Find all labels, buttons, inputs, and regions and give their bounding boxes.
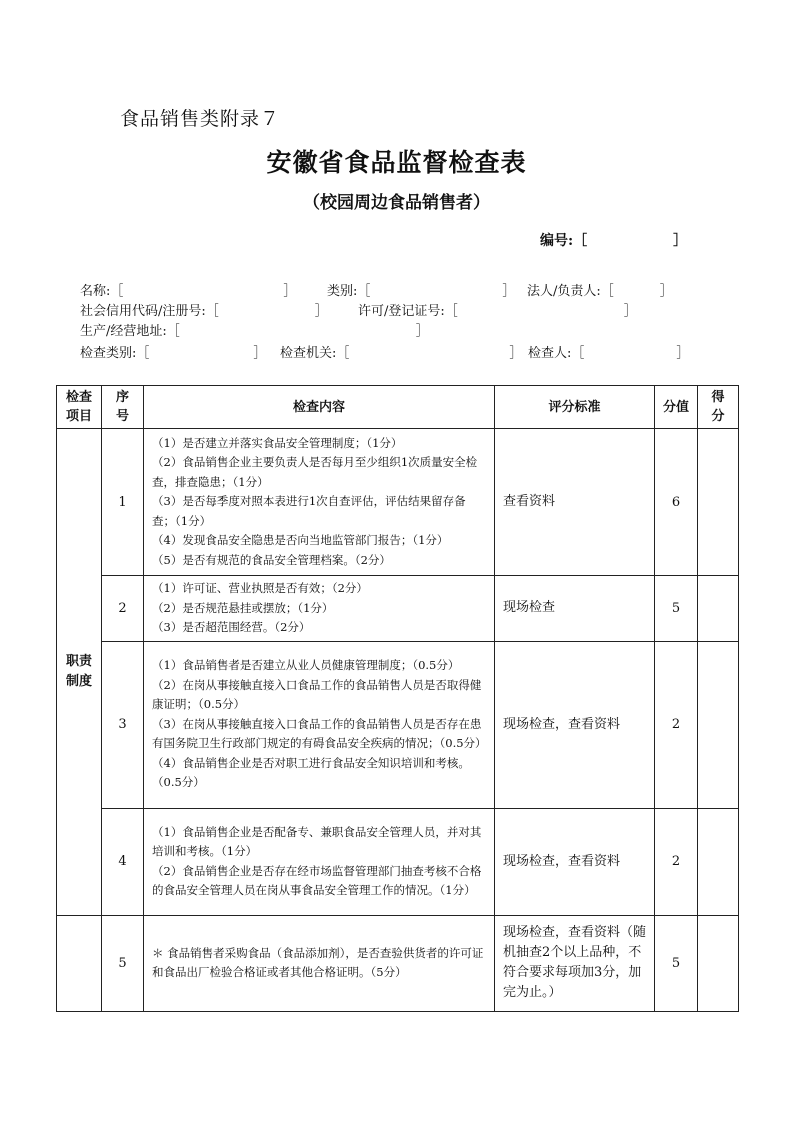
name-close: ］ (283, 284, 297, 299)
check-type-group (80, 344, 266, 364)
standard-cell: 现场检查，查看资料（随机抽查2个以上品种，不符合要求每项加3分，加完为止。） (495, 915, 655, 1011)
content-line: （2）是否规范悬挂或摆放；（1分） (152, 600, 334, 615)
check-type-label: 检查类别:［ (80, 346, 150, 361)
header-standard: 评分标准 (495, 386, 655, 429)
table-row (57, 429, 739, 576)
got-cell[interactable] (698, 576, 739, 642)
legal-label: 法人/负责人:［ (527, 284, 614, 299)
got-cell[interactable] (698, 641, 739, 808)
table-header-row (57, 386, 739, 429)
content-line: （2）在岗从事接触直接入口食品工作的食品销售人员是否取得健康证明；（0.5分） (152, 677, 482, 712)
form-number-label: 编号:［ (540, 233, 588, 249)
table-row (57, 576, 739, 642)
content-cell (144, 915, 495, 1011)
name-label: 名称:［ (80, 284, 124, 299)
standard-cell: 查看资料 (495, 429, 655, 576)
seq-cell: 5 (102, 915, 144, 1011)
agency-label: 检查机关:［ (280, 346, 350, 361)
content-line: （2）食品销售企业主要负责人是否每月至少组织1次质量安全检查，排查隐患；（1分） (152, 455, 478, 489)
content-line: （2）食品销售企业是否存在经市场监督管理部门抽查考核不合格的食品安全管理人员在岗从事食品安全管理工作的情况。（1分） (152, 863, 482, 897)
license-close: ］ (623, 304, 637, 319)
score-cell: 5 (655, 576, 698, 642)
category-cell-empty (57, 915, 102, 1011)
header-item: 检查 项目 (57, 386, 102, 429)
seq-cell: 1 (102, 429, 144, 576)
info-row-1 (80, 282, 296, 302)
score-cell: 2 (655, 641, 698, 808)
got-cell[interactable] (698, 429, 739, 576)
seq-cell: 3 (102, 641, 144, 808)
license-group (358, 302, 637, 322)
credit-close: ］ (314, 304, 328, 319)
seq-cell: 2 (102, 576, 144, 642)
standard-cell: 现场检查，查看资料 (495, 808, 655, 915)
category-close: ］ (502, 284, 516, 299)
table-row (57, 641, 739, 808)
content-line: （3）是否每季度对照本表进行1次自查评估，评估结果留存备查；（1分） (152, 494, 466, 528)
agency-group (280, 344, 522, 364)
check-type-close: ］ (253, 346, 267, 361)
page-title: 安徽省食品监督检查表 (266, 148, 527, 177)
legal-group (527, 282, 673, 302)
content-line: （3）在岗从事接触直接入口食品工作的食品销售人员是否存在患有国务院卫生行政部门规定的有碍食品安全疾病的情况；（0.5分） (152, 716, 487, 751)
legal-close: ］ (659, 284, 673, 299)
table-row (57, 915, 739, 1011)
address-group (80, 322, 429, 342)
got-cell[interactable] (698, 915, 739, 1011)
seq-cell: 4 (102, 808, 144, 915)
inspector-close: ］ (676, 346, 690, 361)
table-row (57, 808, 739, 915)
score-cell: 2 (655, 808, 698, 915)
credit-group (80, 302, 328, 322)
address-close: ］ (415, 324, 429, 339)
page-subtitle: （校园周边食品销售者） (303, 193, 490, 213)
content-cell (144, 429, 495, 576)
category-label: 类别:［ (327, 284, 371, 299)
content-line: （4）发现食品安全隐患是否向当地监管部门报告；（1分） (152, 533, 449, 548)
agency-close: ］ (509, 346, 523, 361)
content-cell (144, 808, 495, 915)
credit-label: 社会信用代码/注册号:［ (80, 304, 219, 319)
content-cell (144, 576, 495, 642)
address-label: 生产/经营地址:［ (80, 324, 180, 339)
score-cell: 5 (655, 915, 698, 1011)
standard-cell: 现场检查，查看资料 (495, 641, 655, 808)
content-line: （1）是否建立并落实食品安全管理制度；（1分） (152, 435, 403, 450)
got-cell[interactable] (698, 808, 739, 915)
content-line: （4）食品销售企业是否对职工进行食品安全知识培训和考核。（0.5分） (152, 755, 470, 790)
inspector-label: 检查人:［ (528, 346, 585, 361)
form-number (540, 230, 687, 250)
content-line: （5）是否有规范的食品安全管理档案。（2分） (152, 552, 391, 567)
appendix-label: 食品销售类附录７ (120, 108, 281, 130)
content-line: （3）是否超范围经营。（2分） (152, 620, 311, 634)
category-group (327, 282, 515, 302)
content-cell (144, 641, 495, 808)
inspection-table (56, 385, 739, 1012)
license-label: 许可/登记证号:［ (358, 304, 458, 319)
content-line: ＊ 食品销售者采购食品（食品添加剂），是否查验供货者的许可证和食品出厂检验合格证或者其他合格证明。（5分） (152, 945, 484, 979)
header-score: 分值 (655, 386, 698, 429)
standard-cell: 现场检查 (495, 576, 655, 642)
header-got: 得 分 (698, 386, 739, 429)
score-cell: 6 (655, 429, 698, 576)
header-seq: 序 号 (102, 386, 144, 429)
content-line: （1）许可证、营业执照是否有效；（2分） (152, 581, 368, 595)
content-line: （1）食品销售者是否建立从业人员健康管理制度；（0.5分） (152, 658, 460, 673)
header-content: 检查内容 (144, 386, 495, 429)
category-cell: 职责 制度 (57, 429, 102, 916)
inspector-group (528, 344, 689, 364)
content-line: （1）食品销售企业是否配备专、兼职食品安全管理人员，并对其培训和考核。（1分） (152, 824, 482, 858)
form-number-close: ］ (673, 233, 688, 249)
